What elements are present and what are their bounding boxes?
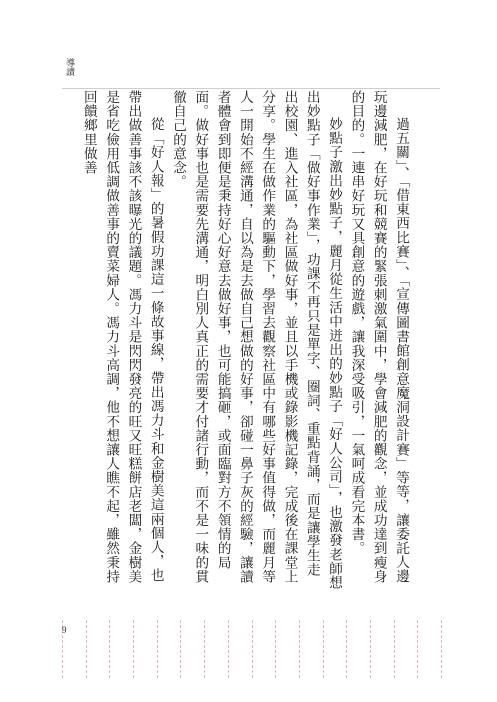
running-header-title: 導讀 bbox=[64, 58, 74, 76]
paragraph-2: 妙點子激出妙點子，麗月從生活中迸出的妙點子「好人公司」，也激發老師想出妙點子「做好事作業」，功課不再只是單字、圈詞、重點背誦，而是讓學生走出校園、進入社區，為社區做好事，並且以手機或錄影機記錄，完成後在課堂上分享。學生在做作業的驅動下，學習去觀察社區中有哪些好事值得做，而麗月等人一開始不經溝通，自以為是去做自己想做的好事，卻碰一鼻子灰的經驗，讓讀者體會到即便是秉持好心好意去做好事，也可能搞砸，或面臨對方不領情的局面。做好事也是需要先溝通，明白別人真正的需要才付諸行動，而不是一味的貫徹自己的意念。 bbox=[170, 90, 343, 590]
vertical-text-body bbox=[80, 90, 412, 590]
tick-mark bbox=[441, 620, 442, 678]
tick-mark bbox=[204, 620, 205, 678]
tick-mark bbox=[417, 620, 418, 678]
tick-mark bbox=[394, 620, 395, 678]
page-number: 9 bbox=[62, 625, 67, 635]
tick-mark bbox=[299, 620, 300, 678]
tick-mark bbox=[133, 620, 134, 678]
tick-mark bbox=[323, 620, 324, 678]
tick-mark bbox=[346, 620, 347, 678]
tick-mark bbox=[86, 620, 87, 678]
header-divider bbox=[62, 88, 440, 89]
tick-mark bbox=[252, 620, 253, 678]
paragraph-3: 從「好人報」的暑假功課這一條故事線，帶出馮力斗和金樹美這兩個人，也帶出做善事該不該曝光的議題。馮力斗是閃閃發亮的旺又旺糕餅店老闆，金樹美是省吃儉用低調做善事的賣菜婦人。馮力斗高調，他不想讓人瞧不起，雖然秉持回饋鄉里做善 bbox=[80, 90, 164, 584]
tick-mark bbox=[370, 620, 371, 678]
tick-mark bbox=[157, 620, 158, 678]
tick-mark bbox=[109, 620, 110, 678]
tick-mark bbox=[228, 620, 229, 678]
tick-mark bbox=[275, 620, 276, 678]
tick-mark bbox=[180, 620, 181, 678]
paragraph-1: 過五關」、「借東西比賽」、「宣傳圖書館創意魔洞設計賽」等等，讓委託人邊玩邊減肥，在好玩和競賽的緊張刺激氣圍中，學會減肥的觀念，並成功達到瘦身的目的。一連串好玩又具創意的遊戲，讓我深受吸引，一氣呵成看完本書。 bbox=[348, 90, 409, 584]
bottom-dashed-ticks bbox=[62, 620, 442, 680]
